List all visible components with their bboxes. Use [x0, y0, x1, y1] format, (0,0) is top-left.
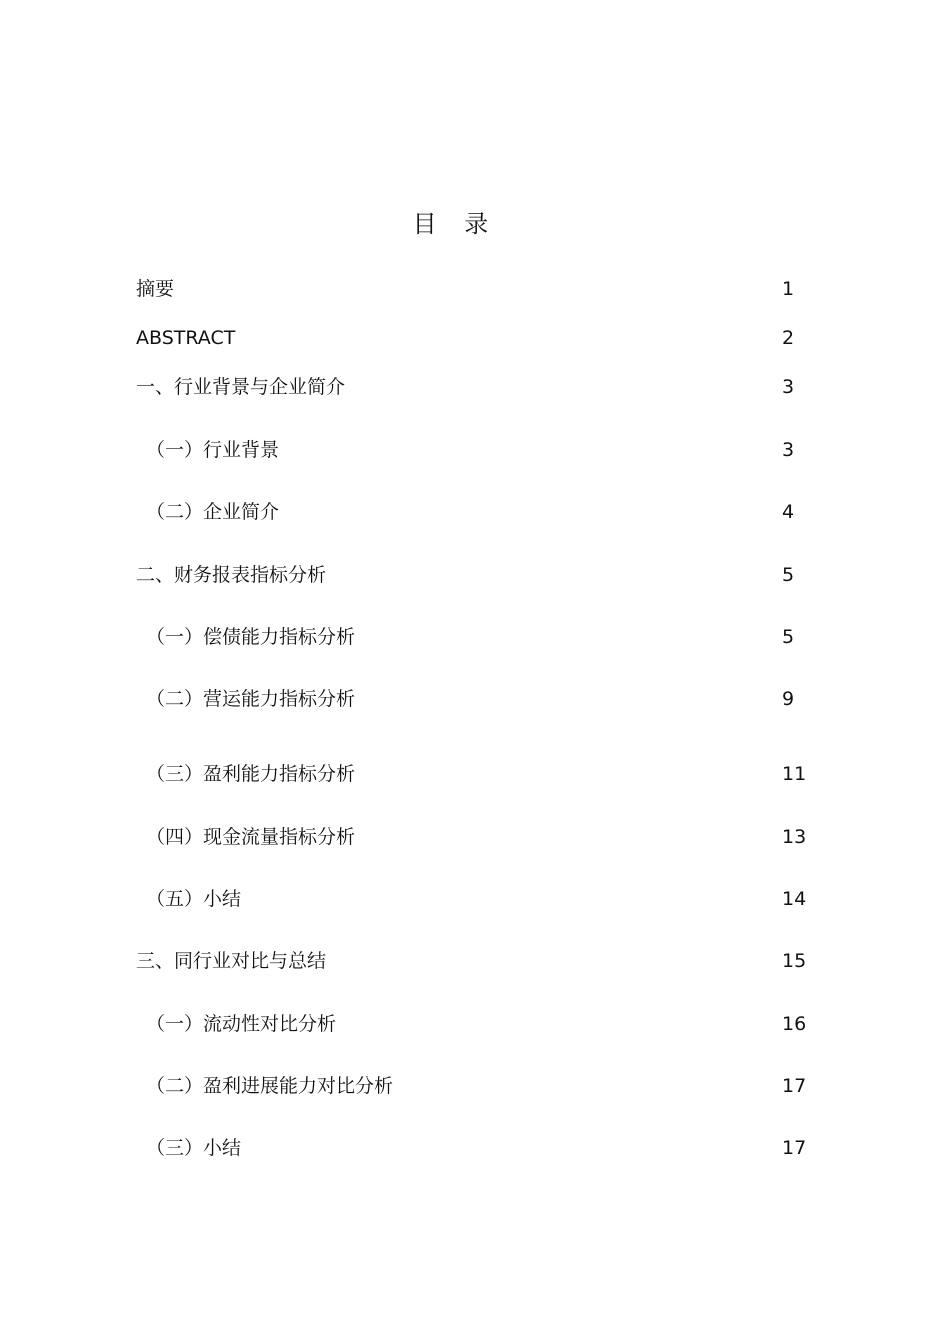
toc-entry-2-4[interactable] [136, 823, 807, 851]
toc-entry-label: （四）现金流量指标分析 [146, 826, 356, 848]
toc-entry-label: ABSTRACT [136, 327, 236, 349]
toc-entry-label: （五）小结 [146, 888, 242, 910]
toc-entry-label: （三）盈利能力指标分析 [146, 763, 356, 785]
toc-entry-label: 摘要 [136, 278, 175, 300]
toc-entry-3-3[interactable] [136, 1134, 807, 1162]
toc-entry-label: （一）流动性对比分析 [146, 1013, 337, 1035]
toc-entry-1-2[interactable] [136, 498, 807, 526]
toc-entry-2-2[interactable] [136, 685, 807, 713]
toc-entry-page: 1 [782, 278, 795, 300]
toc-entry-page: 11 [782, 763, 807, 785]
toc-entry-3-1[interactable] [136, 1010, 807, 1038]
toc-entry-page: 13 [782, 826, 807, 848]
page-title: 目 录 [412, 210, 499, 238]
toc-entry-page: 5 [782, 564, 795, 586]
toc-entry-page: 15 [782, 950, 807, 972]
toc-entry-label: 三、同行业对比与总结 [136, 950, 327, 972]
toc-entry-label: （二）企业简介 [146, 501, 280, 523]
toc-entry-2-3[interactable] [136, 760, 807, 788]
toc-entry-abstract-cn[interactable] [136, 275, 807, 303]
toc-entry-label: （一）偿债能力指标分析 [146, 626, 356, 648]
toc-entry-label: （二）营运能力指标分析 [146, 688, 356, 710]
toc-entry-label: （三）小结 [146, 1137, 242, 1159]
toc-entry-2-5[interactable] [136, 885, 807, 913]
toc-entry-2-1[interactable] [136, 623, 807, 651]
toc-entry-label: （二）盈利进展能力对比分析 [146, 1075, 394, 1097]
toc-entry-1-1[interactable] [136, 436, 807, 464]
toc-entry-page: 14 [782, 888, 807, 910]
toc-entry-abstract-en[interactable] [136, 324, 807, 352]
toc-entry-page: 2 [782, 327, 795, 349]
toc-entry-page: 5 [782, 626, 795, 648]
toc-entry-chapter-3[interactable] [136, 947, 807, 975]
toc-entry-chapter-2[interactable] [136, 561, 807, 589]
toc-entry-page: 17 [782, 1137, 807, 1159]
toc-entry-page: 17 [782, 1075, 807, 1097]
toc-entry-label: （一）行业背景 [146, 439, 280, 461]
toc-entry-page: 9 [782, 688, 795, 710]
toc-entry-label: 二、财务报表指标分析 [136, 564, 327, 586]
toc-entry-page: 3 [782, 439, 795, 461]
toc-entry-label: 一、行业背景与企业简介 [136, 376, 346, 398]
toc-entry-page: 3 [782, 376, 795, 398]
toc-entry-page: 16 [782, 1013, 807, 1035]
toc-entry-chapter-1[interactable] [136, 373, 807, 401]
toc-entry-3-2[interactable] [136, 1072, 807, 1100]
toc-entry-page: 4 [782, 501, 795, 523]
